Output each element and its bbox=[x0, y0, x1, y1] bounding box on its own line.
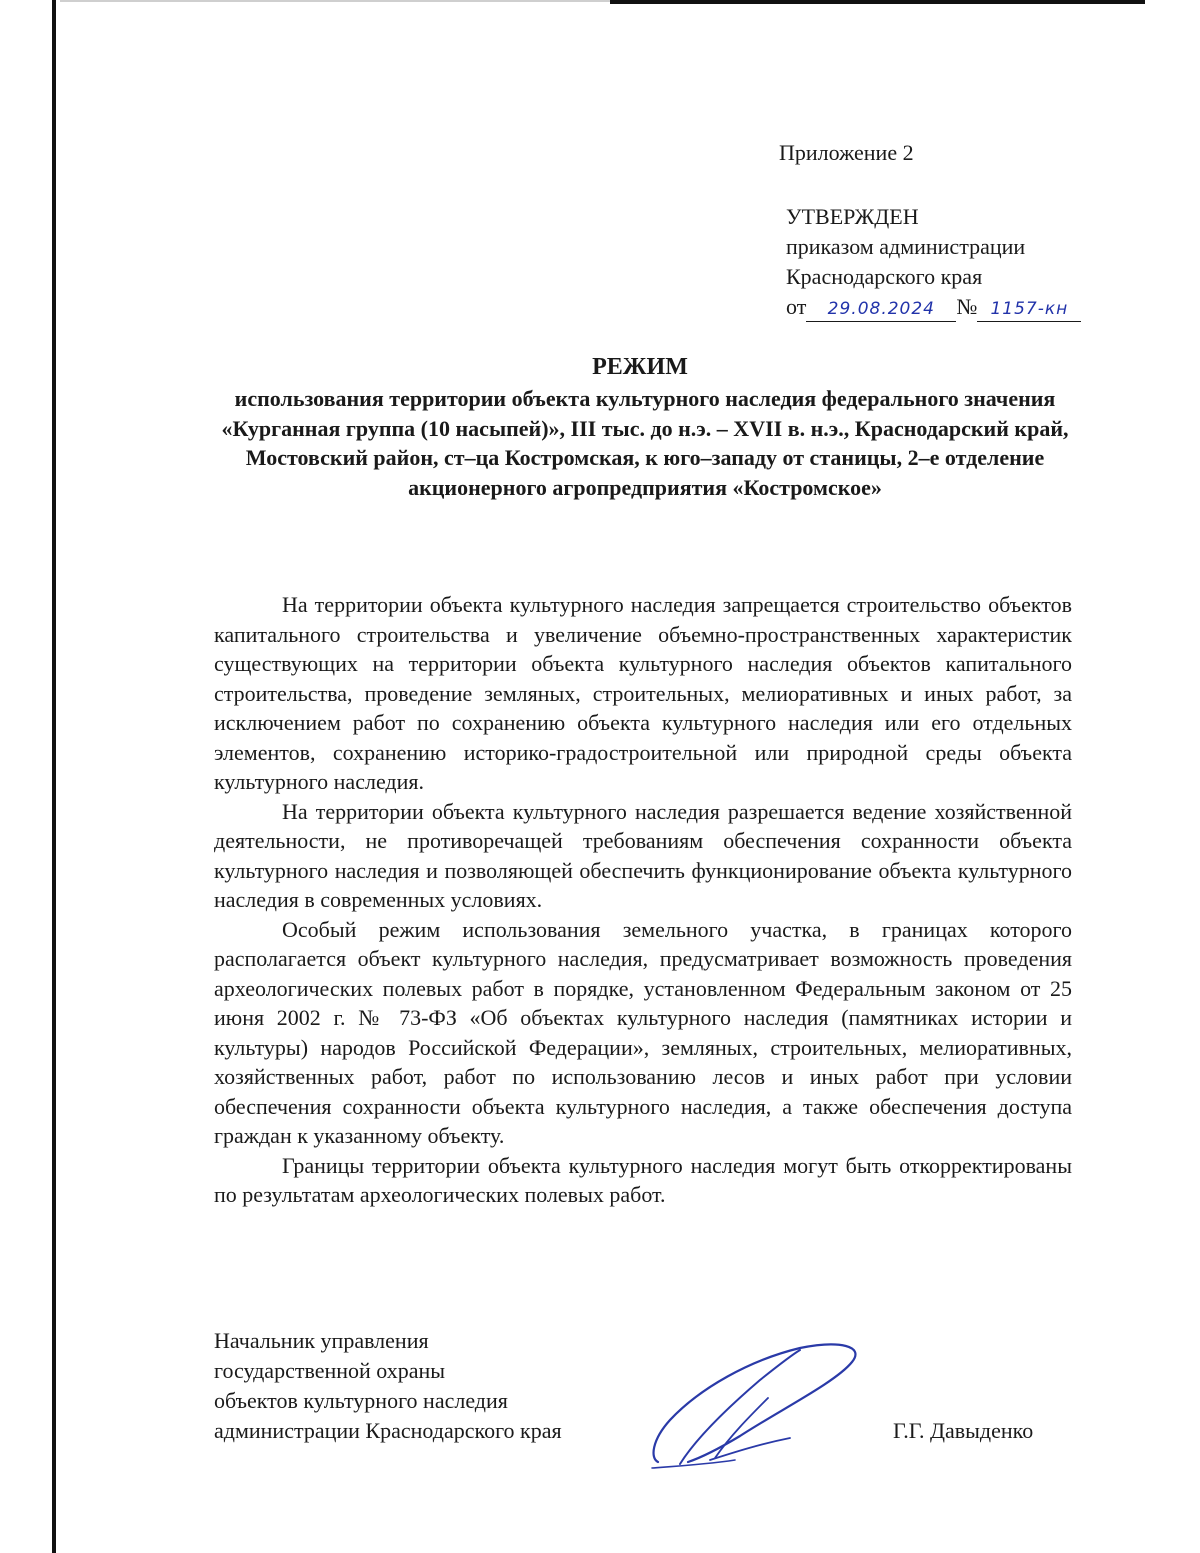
body-paragraph-special-regime: Особый режим использования земельного участка, в границах которого располагается объект культурного наследия, предусматривает возможность проведения археологических полевых работ в порядке, установленном Федеральным законом от 25 июня 2002 г. № 73-ФЗ «Об объектах культурного наследия (памятниках истории и культуры) народов Российской Федерации», земляных, строительных, мелиоративных, хозяйственных работ, работ по использованию лесов и иных работ при условии обеспечения сохранности объекта культурного наследия, а также обеспечения доступа граждан к указанному объекту. bbox=[214, 916, 1072, 1148]
order-date-handwritten: 29.08.2024 bbox=[827, 299, 935, 319]
body-paragraph-permitted-activity: На территории объекта культурного наследия разрешается ведение хозяйственной деятельности, не противоречащей требованиям обеспечения сохранности объекта культурного наследия и позволяющей обеспечить функционирование объекта культурного наследия в современных условиях. bbox=[214, 798, 1072, 912]
body-paragraph-prohibition: На территории объекта культурного наследия запрещается строительство объектов капитального строительства и увеличение объемно-пространственных характеристик существующих на территории объекта культурного наследия объектов капитального строительства, проведение земляных, строительных, мелиоративных и иных работ, за исключением работ по сохранению объекта культурного наследия или его отдельных элементов, сохранению историко-градостроительной или природной среды объекта культурного наследия. bbox=[214, 592, 1072, 794]
order-date bbox=[806, 295, 956, 322]
document-title: РЕЖИМ bbox=[592, 354, 688, 380]
appendix-label: Приложение 2 bbox=[779, 140, 914, 165]
signatory-position-line: объектов культурного наследия bbox=[214, 1388, 508, 1413]
signatory-position-line: Начальник управления bbox=[214, 1328, 429, 1353]
body-paragraph-boundaries: Границы территории объекта культурного наследия могут быть откорректированы по результатам археологических полевых работ. bbox=[214, 1152, 1072, 1207]
date-prefix: от bbox=[786, 294, 807, 319]
signatory-position bbox=[214, 1326, 562, 1446]
scan-border-top-faint bbox=[60, 0, 610, 2]
signatory-position-line: государственной охраны bbox=[214, 1358, 446, 1383]
approval-line-region: Краснодарского края bbox=[786, 264, 983, 289]
document-body bbox=[214, 590, 1072, 1210]
order-number-handwritten: 1157-кн bbox=[990, 299, 1069, 319]
order-number bbox=[977, 295, 1081, 322]
approval-line-order: приказом администрации bbox=[786, 234, 1026, 259]
signatory-name: Г.Г. Давыденко bbox=[893, 1418, 1034, 1443]
number-prefix: № bbox=[956, 294, 978, 319]
handwritten-signature bbox=[640, 1340, 870, 1475]
signatory-position-line: администрации Краснодарского края bbox=[214, 1418, 562, 1443]
approval-stamp bbox=[786, 202, 1081, 322]
scan-border-left bbox=[52, 0, 56, 1553]
approval-title: УТВЕРЖДЕН bbox=[786, 204, 919, 229]
approval-date-number bbox=[786, 292, 1081, 322]
document-subtitle: использования территории объекта культурного наследия федерального значения «Курганная группа (10 насыпей)», III тыс. до н.э. – XVII в. н.э., Краснодарский край, Мостовский район, ст–ца Костромская, к юго–западу от станицы, 2–е отделение акционерного агропредприятия «Костромское» bbox=[221, 386, 1069, 500]
scan-border-top bbox=[610, 0, 1145, 4]
